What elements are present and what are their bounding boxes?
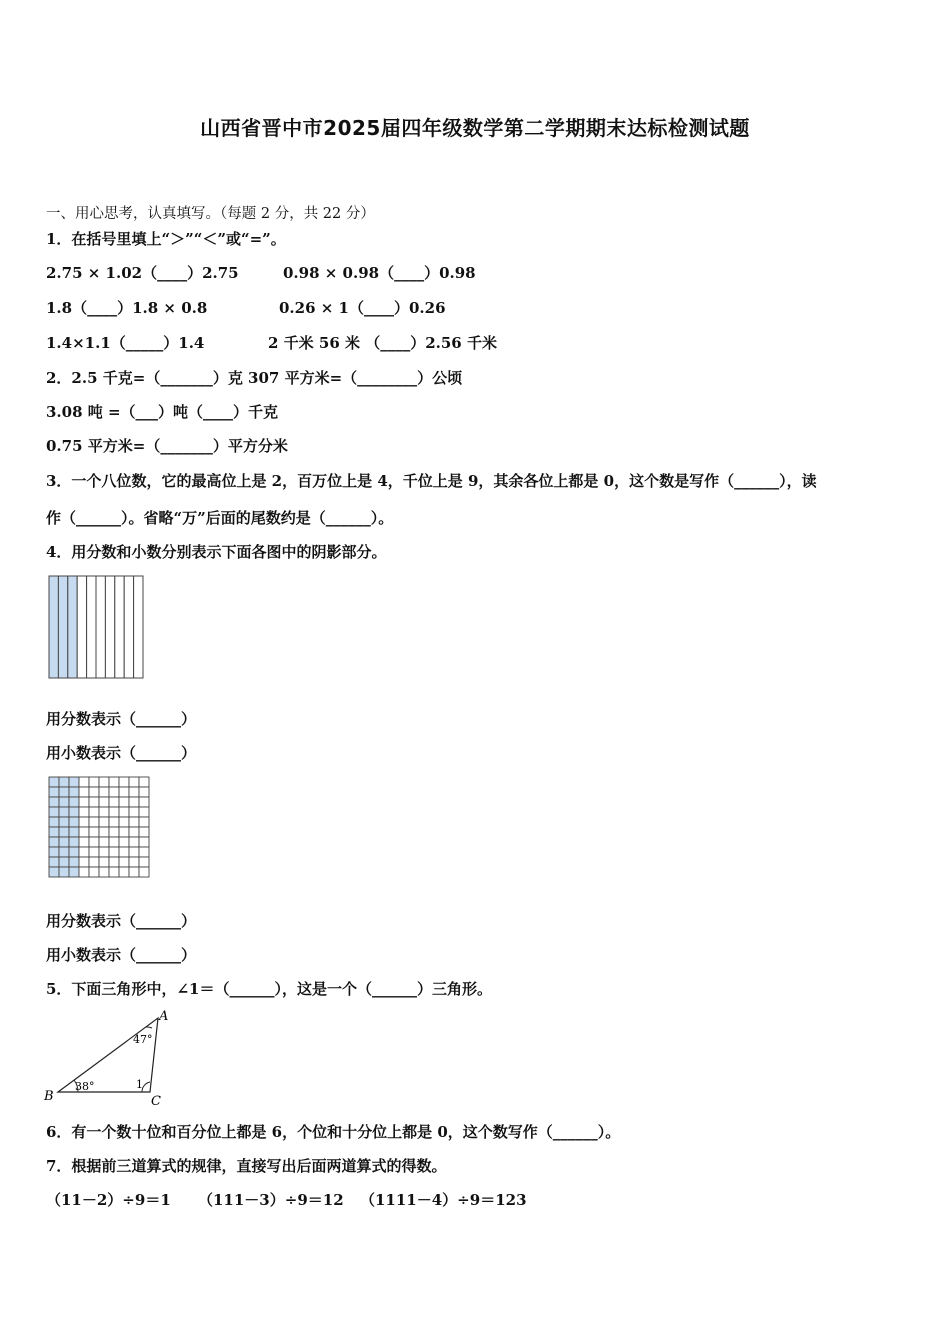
q1-row1-left: 2.75 × 1.02（____）2.75: [46, 264, 239, 282]
grid-cell: [119, 837, 129, 847]
shaded-cell: [59, 847, 69, 857]
grid-cell: [139, 787, 149, 797]
angle-1-label: 1: [136, 1078, 143, 1091]
shaded-cell: [59, 777, 69, 787]
grid-cell: [129, 827, 139, 837]
shaded-strip: [49, 576, 58, 678]
grid-cell: [109, 777, 119, 787]
shaded-cell: [69, 777, 79, 787]
strip: [87, 576, 96, 678]
angle-b-value: 38°: [75, 1080, 95, 1093]
grid-cell: [139, 797, 149, 807]
grid-cell: [89, 777, 99, 787]
shaded-cell: [49, 827, 59, 837]
grid-cell: [119, 817, 129, 827]
shaded-cell: [49, 837, 59, 847]
q4-fig2-decimal: 用小数表示（______）: [46, 946, 197, 964]
q1-row2-left: 1.8（____）1.8 × 0.8: [46, 299, 208, 317]
grid-cell: [79, 867, 89, 877]
grid-cell: [109, 787, 119, 797]
shaded-cell: [59, 817, 69, 827]
grid-cell: [109, 847, 119, 857]
shaded-cell: [49, 777, 59, 787]
grid-cell: [79, 827, 89, 837]
grid-cell: [109, 827, 119, 837]
q1-stem: 1．在括号里填上“＞”“＜”或“=”。: [46, 230, 286, 248]
angle-a-value: 47°: [133, 1033, 153, 1046]
shaded-cell: [69, 847, 79, 857]
grid-cell: [79, 857, 89, 867]
grid-cell: [139, 857, 149, 867]
strip: [115, 576, 124, 678]
grid-cell: [89, 847, 99, 857]
grid-cell: [109, 807, 119, 817]
grid-cell: [139, 817, 149, 827]
q1-row3-left: 1.4×1.1（_____）1.4: [46, 334, 205, 352]
grid-cell: [129, 797, 139, 807]
grid-cell: [99, 807, 109, 817]
triangle-figure: [40, 1008, 180, 1108]
grid-cell: [99, 777, 109, 787]
grid-cell: [89, 817, 99, 827]
shaded-cell: [49, 847, 59, 857]
q4-fig2-fraction: 用分数表示（______）: [46, 912, 197, 930]
grid-cell: [119, 777, 129, 787]
grid-cell: [129, 807, 139, 817]
q6-text: 6．有一个数十位和百分位上都是 6，个位和十分位上都是 0，这个数写作（______）。: [46, 1123, 621, 1141]
q1-row3-right: 2 千米 56 米 （____）2.56 千米: [268, 334, 497, 352]
q1-row1-right: 0.98 × 0.98（____）0.98: [283, 264, 476, 282]
shaded-cell: [59, 807, 69, 817]
grid-cell: [79, 797, 89, 807]
shaded-cell: [59, 857, 69, 867]
grid-cell: [139, 867, 149, 877]
strip: [96, 576, 105, 678]
q4-stem: 4．用分数和小数分别表示下面各图中的阴影部分。: [46, 543, 387, 561]
q7-stem: 7．根据前三道算式的规律，直接写出后面两道算式的得数。: [46, 1157, 447, 1175]
q4-fig1-fraction: 用分数表示（______）: [46, 710, 197, 728]
q3-line1: 3．一个八位数，它的最高位上是 2，百万位上是 4，千位上是 9，其余各位上都是 0，这个数是写作（______），读: [46, 472, 817, 490]
grid-cell: [89, 787, 99, 797]
shaded-cell: [49, 857, 59, 867]
shaded-cell: [59, 837, 69, 847]
grid-cell: [139, 807, 149, 817]
grid-cell: [119, 847, 129, 857]
grid-cell: [99, 837, 109, 847]
grid-cell: [119, 787, 129, 797]
grid-cell: [79, 777, 89, 787]
grid-cell: [139, 837, 149, 847]
grid-cell: [129, 787, 139, 797]
shaded-cell: [69, 817, 79, 827]
grid-figure: [47, 775, 153, 881]
shaded-cell: [49, 807, 59, 817]
grid-cell: [139, 827, 149, 837]
grid-cell: [129, 867, 139, 877]
grid-cell: [99, 787, 109, 797]
q2-line1: 2．2.5 千克=（_______）克 307 平方米=（________）公顷: [46, 369, 463, 387]
grid-cell: [119, 807, 129, 817]
grid-cell: [79, 837, 89, 847]
q1-row2-right: 0.26 × 1（____）0.26: [279, 299, 446, 317]
grid-cell: [79, 807, 89, 817]
grid-cell: [89, 827, 99, 837]
grid-cell: [89, 807, 99, 817]
angle-a-arc: [146, 1027, 152, 1028]
shaded-cell: [69, 827, 79, 837]
shaded-cell: [59, 827, 69, 837]
grid-cell: [99, 817, 109, 827]
grid-cell: [79, 787, 89, 797]
shaded-cell: [59, 867, 69, 877]
strip: [124, 576, 133, 678]
q7-eq3: （1111－4）÷9＝123: [360, 1191, 527, 1209]
grid-cell: [129, 847, 139, 857]
triangle-outline: [58, 1018, 158, 1092]
grid-cell: [79, 847, 89, 857]
shaded-cell: [69, 857, 79, 867]
section-heading: 一、用心思考，认真填写。（每题 2 分，共 22 分）: [46, 206, 375, 222]
shaded-cell: [69, 797, 79, 807]
q5-stem: 5．下面三角形中，∠1＝（______），这是一个（______）三角形。: [46, 980, 492, 998]
shaded-strip: [58, 576, 67, 678]
grid-cell: [109, 857, 119, 867]
grid-cell: [109, 867, 119, 877]
vertex-a-label: A: [159, 1009, 169, 1024]
angle-c-arc: [142, 1082, 150, 1092]
q7-eq2: （111－3）÷9＝12: [198, 1191, 344, 1209]
q4-fig1-decimal: 用小数表示（______）: [46, 744, 197, 762]
shaded-cell: [49, 817, 59, 827]
grid-cell: [119, 827, 129, 837]
grid-cell: [119, 867, 129, 877]
grid-cell: [139, 847, 149, 857]
grid-cell: [89, 837, 99, 847]
strip-figure: [47, 574, 147, 682]
grid-cell: [139, 777, 149, 787]
shaded-cell: [69, 787, 79, 797]
grid-cell: [89, 867, 99, 877]
shaded-cell: [69, 867, 79, 877]
grid-cell: [99, 867, 109, 877]
shaded-cell: [49, 797, 59, 807]
strip: [105, 576, 114, 678]
shaded-strip: [68, 576, 77, 678]
q3-line2: 作（______）。省略“万”后面的尾数约是（______）。: [46, 509, 394, 527]
grid-cell: [99, 797, 109, 807]
grid-cell: [99, 847, 109, 857]
grid-cell: [129, 817, 139, 827]
grid-cell: [129, 857, 139, 867]
vertex-c-label: C: [151, 1094, 161, 1108]
grid-cell: [99, 857, 109, 867]
grid-cell: [89, 797, 99, 807]
page-title: 山西省晋中市2025届四年级数学第二学期期末达标检测试题: [200, 116, 750, 140]
grid-cell: [119, 797, 129, 807]
grid-cell: [79, 817, 89, 827]
shaded-cell: [59, 787, 69, 797]
grid-cell: [99, 827, 109, 837]
grid-cell: [129, 777, 139, 787]
vertex-b-label: B: [44, 1089, 54, 1104]
grid-cell: [109, 817, 119, 827]
shaded-cell: [69, 807, 79, 817]
grid-cell: [89, 857, 99, 867]
grid-cell: [119, 857, 129, 867]
shaded-cell: [49, 867, 59, 877]
q2-line2: 3.08 吨 =（___）吨（____）千克: [46, 403, 279, 421]
grid-cell: [129, 837, 139, 847]
strip: [77, 576, 86, 678]
strip: [134, 576, 143, 678]
shaded-cell: [59, 797, 69, 807]
grid-cell: [109, 837, 119, 847]
shaded-cell: [49, 787, 59, 797]
q7-eq1: （11－2）÷9＝1: [46, 1191, 171, 1209]
shaded-cell: [69, 837, 79, 847]
q2-line3: 0.75 平方米=（_______）平方分米: [46, 437, 288, 455]
grid-cell: [109, 797, 119, 807]
